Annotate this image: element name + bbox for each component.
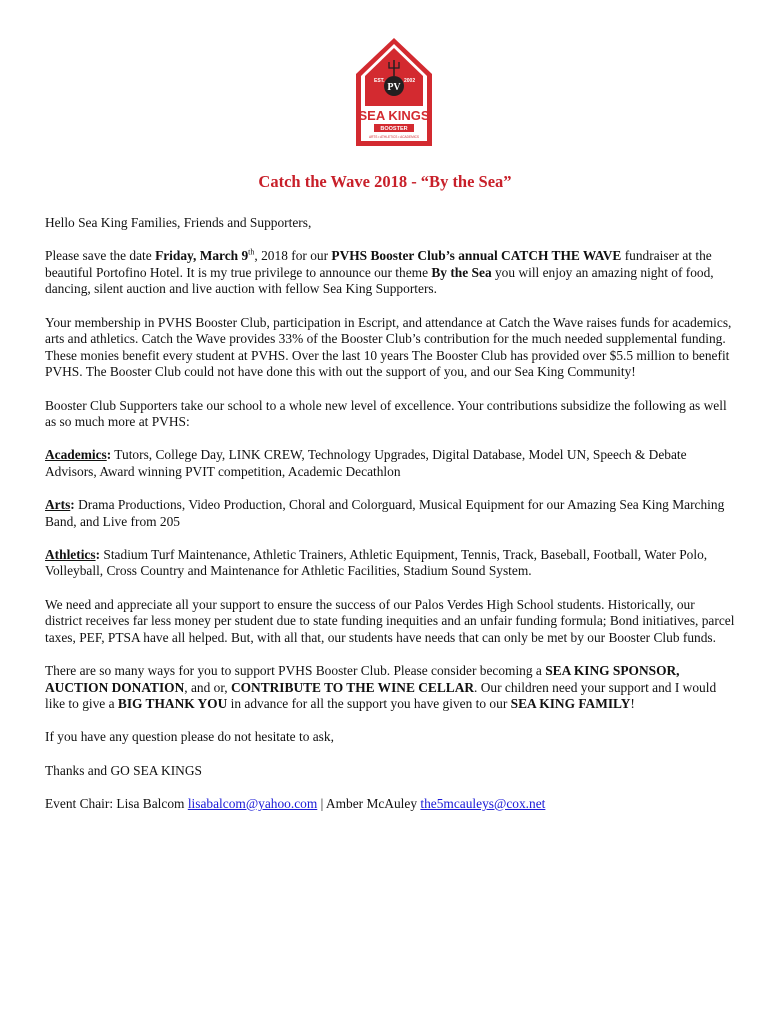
- text-span: in advance for all the support you have given to our: [227, 696, 511, 712]
- svg-text:BOOSTER: BOOSTER: [380, 126, 408, 132]
- svg-text:2002: 2002: [404, 78, 416, 84]
- thank-you-highlight: BIG THANK YOU: [117, 696, 228, 712]
- academics-label: Academics: [45, 447, 107, 463]
- text-span: !: [630, 696, 635, 712]
- text-span: Please save the date: [45, 248, 156, 264]
- text-span: . Our children need your support and I would like to give a: [45, 679, 717, 712]
- athletics-label: Athletics: [45, 546, 96, 562]
- event-theme: By the Sea: [431, 264, 492, 280]
- family-highlight: SEA KING FAMILY: [510, 696, 631, 712]
- letter-body: [45, 215, 735, 829]
- label-colon: :: [106, 447, 112, 463]
- academics-text: Tutors, College Day, LINK CREW, Technology Upgrades, Digital Database, Model UN, Speech & Debate Advisors, Award winning PVIT competition, Academic Decathlon: [45, 447, 687, 479]
- text-span: fundraiser at the beautiful Portofino Hotel. It is my true privilege to announce our theme: [45, 248, 712, 280]
- contact-prefix: Event Chair: Lisa Balcom: [45, 795, 188, 811]
- email-link-amber[interactable]: the5mcauleys@cox.net: [420, 795, 546, 811]
- svg-text:SEA KINGS: SEA KINGS: [358, 108, 430, 123]
- greeting: Hello Sea King Families, Friends and Supporters,: [45, 215, 312, 230]
- sponsor-highlight: SEA KING SPONSOR, AUCTION DONATION: [45, 663, 680, 695]
- text-span: , 2018 for our: [254, 248, 332, 264]
- athletics-item: [45, 547, 735, 580]
- page-title: Catch the Wave 2018 - “By the Sea”: [258, 172, 512, 191]
- arts-item: [45, 497, 735, 530]
- academics-item: [45, 447, 735, 480]
- text-span: you will enjoy an amazing night of food, dancing, silent auction and live auction with fellow Sea King Supporters.: [45, 264, 714, 297]
- paragraph-questions: If you have any question please do not hesitate to ask,: [45, 729, 334, 745]
- svg-text:PV: PV: [387, 82, 401, 93]
- sign-off: Thanks and GO SEA KINGS: [45, 762, 202, 778]
- paragraph-ways-to-support: [45, 663, 735, 713]
- event-date: Friday, March 9: [155, 248, 249, 264]
- paragraph-appreciation: We need and appreciate all your support to ensure the success of our Palos Verdes High School students. Historically, our district receives far less money per student due to state funding inequities and an unfair funding formula; Bond initiatives, parcel taxes, PEF, PTSA have all helped. But, with all that, our students have needs that can only be met by our Booster Club funds.: [45, 596, 735, 645]
- paragraph-save-the-date: [45, 248, 735, 298]
- label-colon: :: [70, 497, 75, 513]
- paragraph-supporters: Booster Club Supporters take our school to a whole new level of excellence. Your contributions subsidize the following as well as so much more at PVHS:: [45, 397, 727, 430]
- text-span: , and or,: [184, 679, 231, 695]
- date-suffix: th: [248, 247, 255, 257]
- event-name: PVHS Booster Club’s annual CATCH THE WAVE: [331, 248, 622, 264]
- text-span: There are so many ways for you to support PVHS Booster Club. Please consider becoming a: [45, 663, 546, 679]
- svg-text:EST.: EST.: [374, 78, 385, 84]
- paragraph-membership: Your membership in PVHS Booster Club, participation in Escript, and attendance at Catch the Wave raises funds for academics, arts and athletics. Catch the Wave provides 33% of the Booster Club’s contribution for the much needed supplemental funding. These monies benefit every student at PVHS. Over the last 10 years The Booster Club has provided over $5.5 million to benefit PVHS. The Booster Club could not have done this with out the support of you, and our Sea King Community!: [45, 314, 732, 380]
- arts-text: Drama Productions, Video Production, Choral and Colorguard, Musical Equipment for our Amazing Sea King Marching Band, and Live from 205: [45, 497, 725, 529]
- athletics-text: Stadium Turf Maintenance, Athletic Trainers, Athletic Equipment, Tennis, Track, Baseball, Football, Water Polo, Volleyball, Cross Country and Maintenance for Athletic Facilities, Stadium Sound System.: [45, 546, 708, 579]
- wine-cellar-highlight: CONTRIBUTE TO THE WINE CELLAR: [230, 679, 475, 695]
- contact-line: [45, 796, 735, 813]
- sea-kings-booster-logo: [354, 36, 434, 148]
- label-colon: :: [95, 546, 101, 562]
- email-link-lisa[interactable]: lisabalcom@yahoo.com: [187, 795, 318, 811]
- svg-text:ARTS • ATHLETICS • ACADEMICS: ARTS • ATHLETICS • ACADEMICS: [368, 135, 420, 139]
- contact-separator: | Amber McAuley: [317, 795, 421, 811]
- arts-label: Arts: [45, 497, 71, 513]
